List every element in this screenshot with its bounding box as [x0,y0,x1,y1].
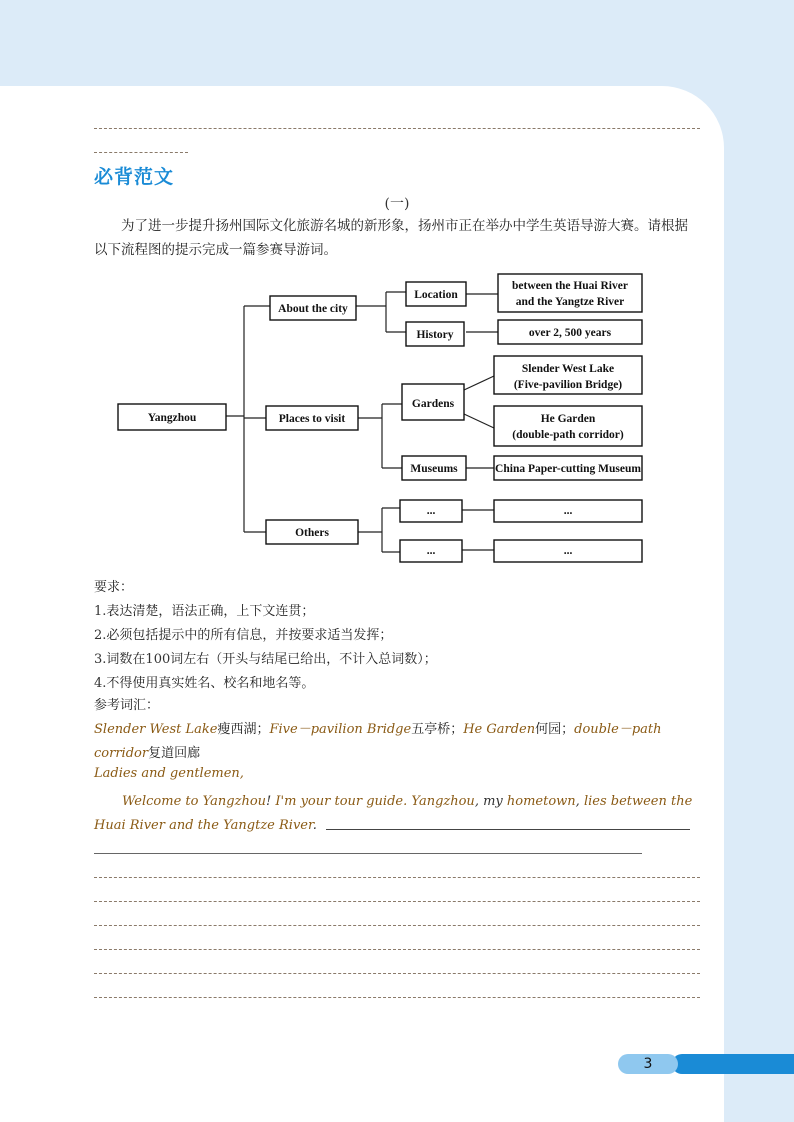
vocab-english: Five－pavilion Bridge [269,722,412,737]
node-others-label: Others [295,527,329,539]
vocab-english: He Garden [463,722,536,737]
node-about-city-label: About the city [278,303,348,315]
node-others-detail-2-label: ... [563,545,573,557]
opening-text: . [312,818,317,833]
top-divider [94,128,700,129]
requirements [94,576,700,696]
connector [464,376,494,468]
writing-line[interactable] [94,949,700,950]
node-location-detail-line1: between the Huai River [512,280,628,292]
vocabulary [94,698,700,766]
node-history-label: History [416,329,454,341]
opening-sentence [94,790,700,838]
vocab-english: double－path corridor [94,722,662,761]
page-number-bar [672,1054,794,1074]
requirement-item [94,600,700,624]
opening-text: ! [266,794,276,809]
requirement-text: 不得使用真实姓名、校名和地名等。 [106,676,315,691]
page-number: 3 [618,1054,678,1074]
opening-text: lies between the Huai River and the Yangtze River [94,794,693,833]
vocab-english: Slender West Lake [94,722,218,737]
node-garden-2-line2: (double-path corridor) [512,429,624,441]
opening-text: , [575,794,584,809]
node-history-detail-label: over 2, 500 years [528,327,612,339]
node-yangzhou-label: Yangzhou [147,412,197,424]
node-garden-1-line1: Slender West Lake [521,363,615,375]
writing-line[interactable] [94,997,700,998]
vocab-chinese: 五亭桥； [411,722,464,737]
node-museums-label: Museums [410,463,458,475]
requirement-text: 词左右（开头与结尾已给出，不计入总词数）； [170,652,437,667]
connector [358,404,402,468]
vocab-chinese: 瘦西湖； [217,722,270,737]
opening-text: hometown [506,794,576,809]
requirement-item [94,648,700,672]
requirement-word-count: 100 [145,652,171,667]
opening-text: Welcome to Yangzhou [122,794,267,809]
requirement-text: 表达清楚，语法正确，上下文连贯； [106,604,315,619]
requirement-item [94,624,700,648]
writing-blank[interactable] [326,829,690,830]
requirement-number: 2. [94,628,107,643]
requirement-item [94,672,700,696]
node-garden-2-line1: He Garden [540,413,596,425]
requirement-number: 1. [94,604,107,619]
intro-paragraph: 为了进一步提升扬州国际文化旅游名城的新形象，扬州市正在举办中学生英语导游大赛。请根据以下流程图的提示完成一篇参赛导游词。 [94,218,688,258]
requirement-number: 3. [94,652,107,667]
connector [226,306,270,532]
flowchart [94,262,654,574]
top-band [0,0,794,86]
connector [466,294,498,332]
flowchart-svg [94,262,654,574]
node-others-detail-1-label: ... [563,505,573,517]
connector [356,292,406,332]
requirement-number: 4. [94,676,107,691]
opening-text: , [474,794,484,809]
writing-line[interactable] [94,973,700,974]
writing-line[interactable] [94,877,700,878]
writing-line[interactable] [94,901,700,902]
requirements-heading: 要求： [94,580,134,595]
node-gardens-label: Gardens [411,398,455,410]
node-places-to-visit-label: Places to visit [278,413,346,425]
node-garden-1-line2: (Five-pavilion Bridge) [513,379,623,391]
part-number: (一) [384,196,410,212]
opening-text: I'm your tour guide. Yangzhou [275,794,475,809]
vocab-chinese: 何园； [535,722,575,737]
writing-line[interactable] [94,853,642,854]
requirement-text: 必须包括提示中的所有信息，并按要求适当发挥； [106,628,393,643]
node-location-label: Location [414,289,458,301]
requirement-text: 词数在 [106,652,146,667]
node-location-detail-line2: and the Yangtze River [515,296,625,308]
greeting: Ladies and gentlemen, [94,766,244,781]
vocab-chinese: 复道回廊 [148,746,201,761]
vocabulary-heading: 参考词汇： [94,698,160,713]
section-title: 必背范文 [94,166,175,188]
short-divider [94,152,188,153]
node-others-sub-1-label: ... [426,505,436,517]
writing-line[interactable] [94,925,700,926]
opening-text: my [483,794,507,809]
node-museum-detail-label: China Paper-cutting Museum [495,463,641,475]
node-others-sub-2-label: ... [426,545,436,557]
